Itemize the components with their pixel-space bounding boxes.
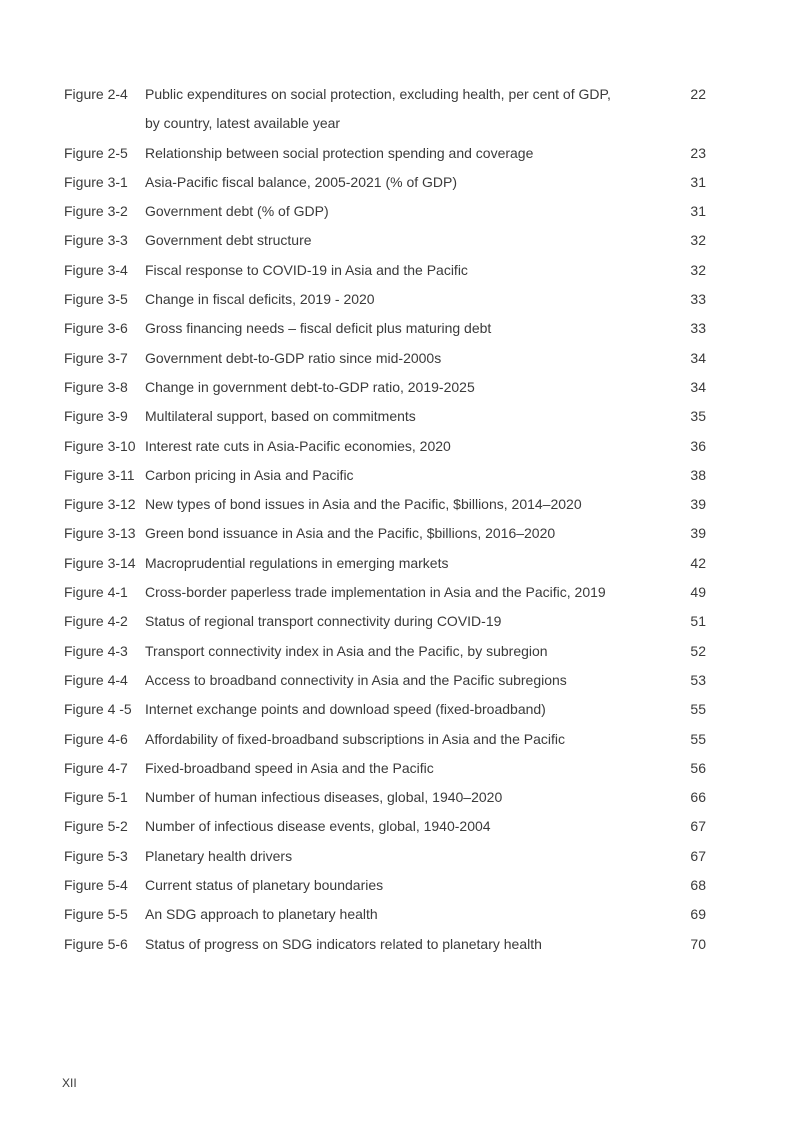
figure-title: Current status of planetary boundaries — [145, 877, 384, 894]
page-reference: 55 — [690, 701, 706, 718]
page-reference: 31 — [690, 173, 706, 190]
figure-title: An SDG approach to planetary health — [145, 906, 378, 923]
figure-title: Gross financing needs – fiscal deficit plus maturing debt — [145, 320, 492, 337]
figure-title: Government debt structure — [145, 232, 312, 249]
figure-title: Cross-border paperless trade implementation in Asia and the Pacific, 2019 — [145, 584, 606, 601]
figure-number: Figure 3-3 — [64, 232, 128, 249]
figure-number: Figure 3-6 — [64, 320, 128, 337]
figure-number: Figure 3-2 — [64, 203, 128, 220]
toc-entry[interactable] — [64, 402, 714, 431]
toc-entry[interactable] — [64, 432, 714, 461]
figure-title: Change in government debt-to-GDP ratio, 2019-2025 — [145, 378, 475, 395]
figure-title: Multilateral support, based on commitments — [145, 408, 416, 425]
figure-title: Planetary health drivers — [145, 847, 293, 864]
page-reference: 39 — [690, 525, 706, 542]
page-reference: 49 — [690, 584, 706, 601]
toc-entry[interactable] — [64, 578, 714, 607]
page-reference: 38 — [690, 466, 706, 483]
page-reference: 36 — [690, 437, 706, 454]
page-reference: 53 — [690, 671, 706, 688]
figure-number: Figure 3-9 — [64, 408, 128, 425]
figure-number: Figure 3-5 — [64, 291, 128, 308]
figure-title: Status of regional transport connectivity during COVID-19 — [145, 613, 502, 630]
page-reference: 70 — [690, 935, 706, 952]
page-reference: 32 — [690, 232, 706, 249]
figure-title: Internet exchange points and download speed (fixed-broadband) — [145, 701, 546, 718]
figure-number: Figure 5-2 — [64, 818, 128, 835]
figure-title: Government debt-to-GDP ratio since mid-2000s — [145, 349, 442, 366]
toc-entry[interactable] — [64, 725, 714, 754]
toc-entry[interactable] — [64, 695, 714, 724]
figure-number: Figure 5-3 — [64, 847, 128, 864]
page-reference: 39 — [690, 496, 706, 513]
toc-entry[interactable] — [64, 314, 714, 343]
page-reference: 52 — [690, 642, 706, 659]
figure-title: New types of bond issues in Asia and the Pacific, $billions, 2014–2020 — [145, 496, 582, 513]
figure-title: Fiscal response to COVID-19 in Asia and the Pacific — [145, 261, 468, 278]
figure-title: Relationship between social protection spending and coverage — [145, 144, 534, 161]
page-reference: 51 — [690, 613, 706, 630]
figure-number: Figure 3-12 — [64, 496, 136, 513]
toc-entry[interactable] — [64, 930, 714, 959]
figure-title: Change in fiscal deficits, 2019 - 2020 — [145, 291, 375, 308]
page-reference: 55 — [690, 730, 706, 747]
figure-number: Figure 3-14 — [64, 554, 136, 571]
toc-entry[interactable] — [64, 373, 714, 402]
page-reference: 34 — [690, 378, 706, 395]
figure-title: Macroprudential regulations in emerging markets — [145, 554, 449, 571]
toc-entry[interactable] — [64, 519, 714, 548]
figure-number: Figure 5-4 — [64, 877, 128, 894]
figure-number: Figure 3-4 — [64, 261, 128, 278]
figure-title: Access to broadband connectivity in Asia and the Pacific subregions — [145, 671, 567, 688]
page-reference: 66 — [690, 789, 706, 806]
page-reference: 22 — [690, 86, 706, 102]
page-reference: 34 — [690, 349, 706, 366]
page-reference: 68 — [690, 877, 706, 894]
page-reference: 56 — [690, 759, 706, 776]
toc-entry[interactable] — [64, 842, 714, 871]
figure-number: Figure 4-1 — [64, 584, 128, 601]
figure-number: Figure 5-5 — [64, 906, 128, 923]
figure-number: Figure 2-4 — [64, 86, 128, 102]
page-reference: 69 — [690, 906, 706, 923]
page-reference: 23 — [690, 144, 706, 161]
figure-title: Green bond issuance in Asia and the Pacific, $billions, 2016–2020 — [145, 525, 556, 542]
page-reference: 33 — [690, 320, 706, 337]
figure-number: Figure 4 -5 — [64, 701, 132, 718]
figure-number: Figure 3-10 — [64, 437, 136, 454]
figure-number: Figure 3-11 — [64, 466, 135, 483]
toc-entry[interactable] — [64, 490, 714, 519]
toc-entry[interactable] — [64, 226, 714, 255]
figure-title: Number of human infectious diseases, global, 1940–2020 — [145, 789, 503, 806]
toc-entry[interactable] — [64, 168, 714, 197]
toc-entry[interactable] — [64, 285, 714, 314]
page-reference: 42 — [690, 554, 706, 571]
page-reference: 31 — [690, 203, 706, 220]
figure-number: Figure 4-2 — [64, 613, 128, 630]
toc-entry[interactable] — [64, 783, 714, 812]
toc-entry[interactable] — [64, 900, 714, 929]
page-reference: 67 — [690, 818, 706, 835]
list-of-figures — [64, 80, 714, 959]
figure-title: Carbon pricing in Asia and Pacific — [145, 466, 354, 483]
figure-title: Interest rate cuts in Asia-Pacific economies, 2020 — [145, 437, 451, 454]
figure-title: Affordability of fixed-broadband subscriptions in Asia and the Pacific — [145, 730, 565, 747]
toc-entry[interactable] — [64, 256, 714, 285]
toc-entry[interactable] — [64, 754, 714, 783]
page-reference: 67 — [690, 847, 706, 864]
figure-title: Transport connectivity index in Asia and the Pacific, by subregion — [145, 642, 548, 659]
page-reference: 33 — [690, 291, 706, 308]
toc-entry[interactable] — [64, 344, 714, 373]
figure-title: Asia-Pacific fiscal balance, 2005-2021 (% of GDP) — [145, 173, 458, 190]
figure-title: Public expenditures on social protection, excluding health, per cent of GDP, by country, latest available year — [145, 86, 611, 132]
figure-number: Figure 4-3 — [64, 642, 128, 659]
toc-entry[interactable] — [64, 549, 714, 578]
figure-number: Figure 5-6 — [64, 935, 128, 952]
figure-number: Figure 3-7 — [64, 349, 128, 366]
toc-entry[interactable] — [64, 607, 714, 636]
figure-number: Figure 5-1 — [64, 789, 128, 806]
toc-entry[interactable] — [64, 461, 714, 490]
toc-entry[interactable] — [64, 666, 714, 695]
toc-entry[interactable] — [64, 812, 714, 841]
page-reference: 32 — [690, 261, 706, 278]
figure-title: Government debt (% of GDP) — [145, 203, 329, 220]
toc-entry[interactable] — [64, 637, 714, 666]
page-number: XII — [62, 1076, 77, 1090]
figure-number: Figure 4-7 — [64, 759, 128, 776]
figure-number: Figure 3-1 — [64, 173, 128, 190]
figure-title: Number of infectious disease events, global, 1940-2004 — [145, 818, 491, 835]
figure-title: Fixed-broadband speed in Asia and the Pacific — [145, 759, 434, 776]
toc-entry[interactable] — [64, 80, 714, 139]
figure-number: Figure 2-5 — [64, 144, 128, 161]
figure-number: Figure 4-6 — [64, 730, 128, 747]
toc-entry[interactable] — [64, 197, 714, 226]
toc-entry[interactable] — [64, 139, 714, 168]
figure-title: Status of progress on SDG indicators related to planetary health — [145, 935, 542, 952]
figure-number: Figure 3-13 — [64, 525, 136, 542]
figure-number: Figure 4-4 — [64, 671, 128, 688]
toc-entry[interactable] — [64, 871, 714, 900]
page-reference: 35 — [690, 408, 706, 425]
figure-number: Figure 3-8 — [64, 378, 128, 395]
